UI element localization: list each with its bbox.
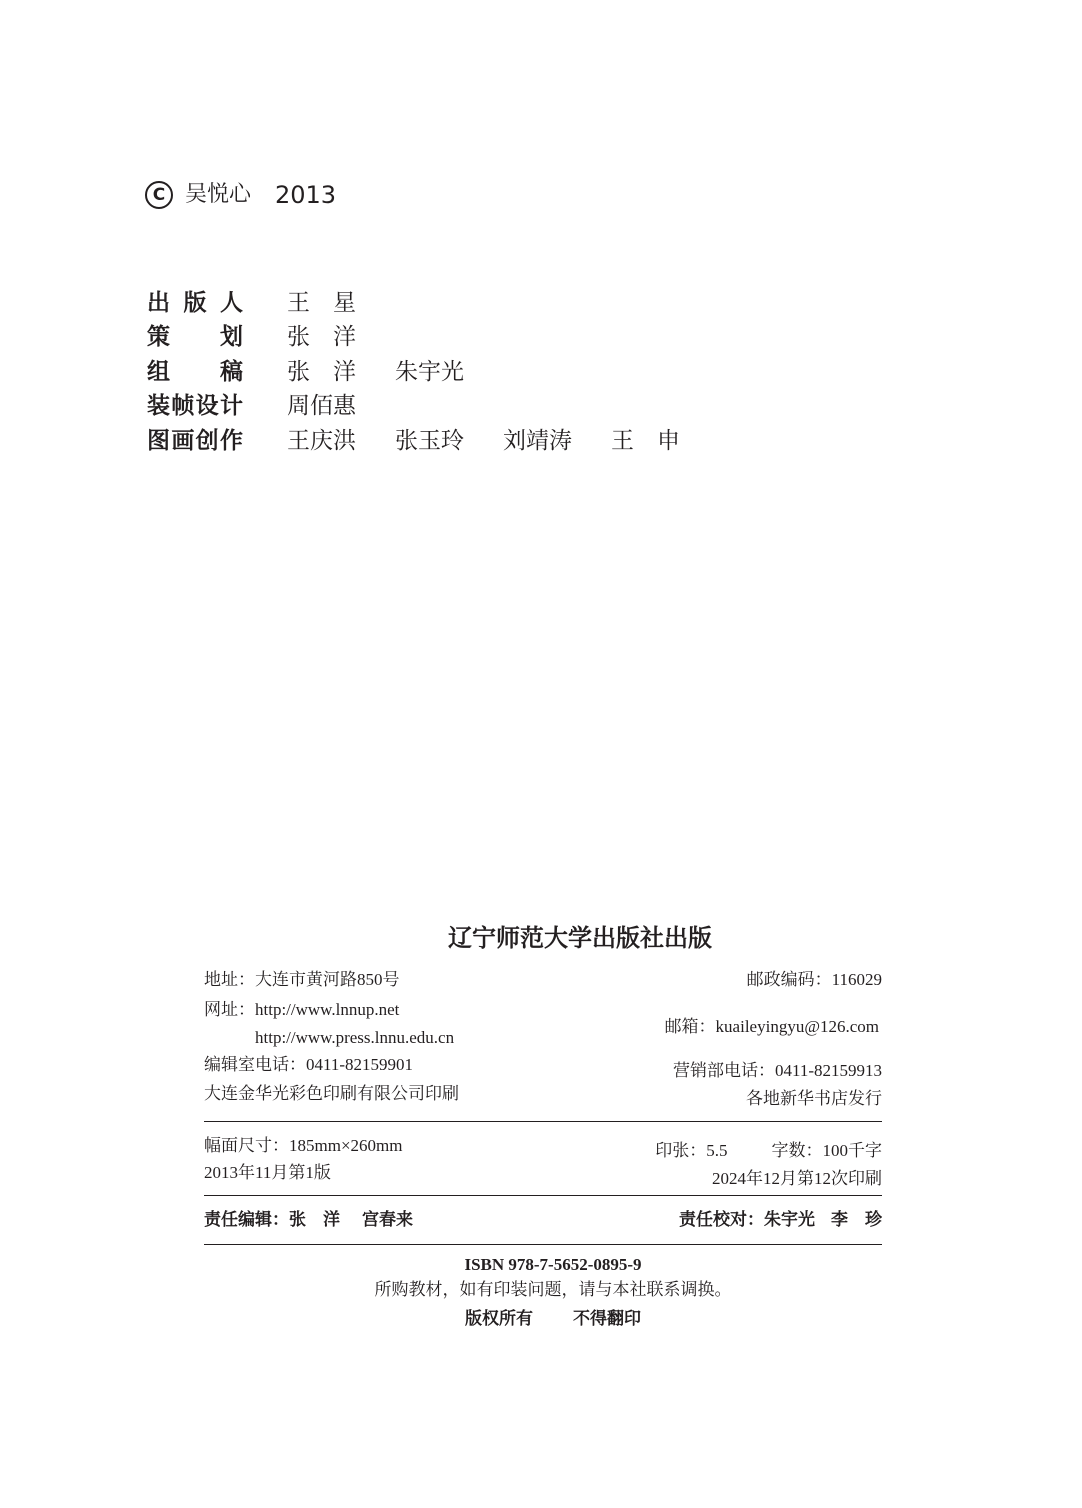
responsible-proofreaders xyxy=(679,1210,882,1230)
divider xyxy=(204,1244,882,1245)
credit-name: 朱宇光 xyxy=(395,359,464,385)
rights-reserved: 版权所有 xyxy=(465,1309,533,1329)
website-list xyxy=(255,996,454,1052)
postcode: 邮政编码：116029 xyxy=(746,970,882,989)
credit-name: 王 申 xyxy=(611,428,680,454)
isbn: ISBN 978-7-5652-0895-9 xyxy=(464,1255,642,1274)
credit-label: 图画创作 xyxy=(147,428,243,454)
credit-label: 组 稿 xyxy=(147,359,243,385)
divider xyxy=(204,1195,882,1196)
printing: 2024年12月第12次印刷 xyxy=(712,1169,882,1188)
sheets: 印张：5.5 xyxy=(655,1141,728,1160)
website-url: http://www.lnnup.net xyxy=(255,1000,400,1019)
word-count: 字数：100千字 xyxy=(771,1141,882,1160)
marketing-phone: 营销部电话：0411-82159913 xyxy=(672,1061,882,1080)
editors-label: 责任编辑： xyxy=(204,1210,289,1230)
copyright-year: 2013 xyxy=(275,181,337,209)
copyright-holder: 吴悦心 xyxy=(185,182,252,207)
credit-row-illustration xyxy=(147,426,719,456)
responsible-editors xyxy=(204,1210,413,1230)
email: 邮箱：kuaileyingyu@126.com xyxy=(664,1017,879,1036)
credit-row-publisher xyxy=(147,288,395,318)
sheets-and-word-count xyxy=(655,1141,882,1161)
website-block xyxy=(204,996,454,1052)
credit-row-manuscript xyxy=(147,357,503,387)
credit-name: 刘靖涛 xyxy=(503,428,572,454)
editor-name: 宫春来 xyxy=(362,1210,413,1230)
edition: 2013年11月第1版 xyxy=(204,1163,331,1182)
credit-name: 周佰惠 xyxy=(287,393,356,419)
page-format: 幅面尺寸：185mm×260mm xyxy=(204,1136,403,1155)
copyright-symbol-icon: C xyxy=(145,181,173,209)
credit-label: 装帧设计 xyxy=(147,393,243,419)
no-reprint: 不得翻印 xyxy=(573,1309,641,1329)
credit-name: 张 洋 xyxy=(287,359,356,385)
credit-name: 张玉玲 xyxy=(395,428,464,454)
proofreader-name: 李 珍 xyxy=(831,1210,882,1230)
credit-name: 张 洋 xyxy=(287,324,356,350)
distributor: 各地新华书店发行 xyxy=(746,1089,882,1108)
website-label: 网址： xyxy=(204,1000,255,1019)
rights-line xyxy=(253,1309,853,1329)
credit-name: 王庆洪 xyxy=(287,428,356,454)
credit-label: 出 版 人 xyxy=(147,290,243,316)
editorial-phone: 编辑室电话：0411-82159901 xyxy=(204,1055,414,1074)
editor-name: 张 洋 xyxy=(289,1210,340,1230)
credit-name: 王 星 xyxy=(287,290,356,316)
website-url: http://www.press.lnnu.edu.cn xyxy=(255,1028,455,1047)
proofreaders-label: 责任校对： xyxy=(679,1210,764,1230)
divider xyxy=(204,1121,882,1122)
address: 地址：大连市黄河路850号 xyxy=(204,970,400,989)
credit-row-design xyxy=(147,391,395,421)
publisher-line: 辽宁师范大学出版社出版 xyxy=(448,924,712,952)
credit-row-planning xyxy=(147,322,395,352)
printer: 大连金华光彩色印刷有限公司印刷 xyxy=(204,1084,459,1103)
replacement-notice: 所购教材，如有印装问题，请与本社联系调换。 xyxy=(374,1280,732,1299)
proofreader-name: 朱宇光 xyxy=(764,1210,815,1230)
credit-label: 策 划 xyxy=(147,324,243,350)
